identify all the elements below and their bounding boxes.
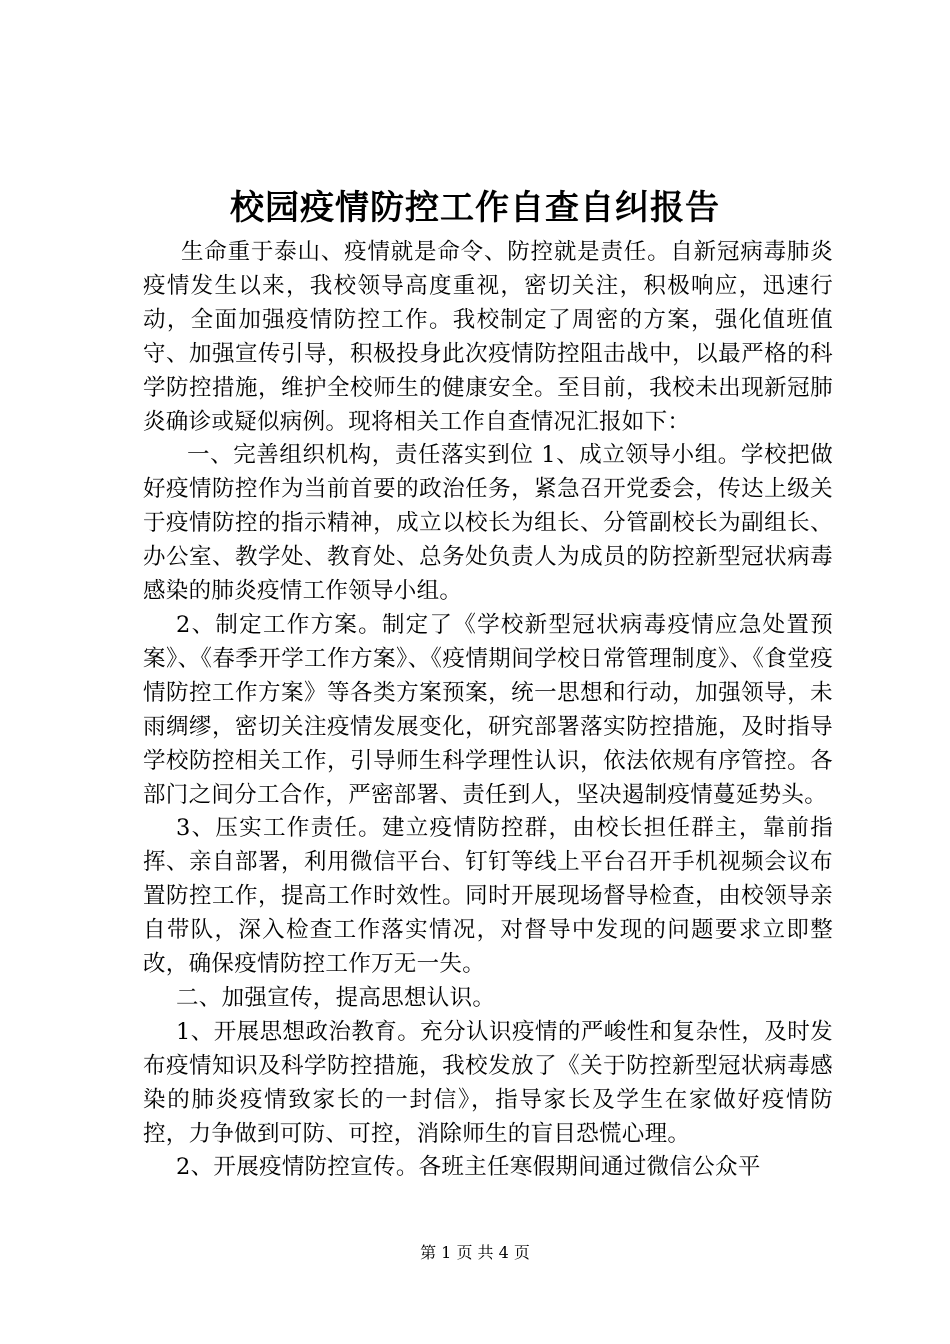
document-title: 校园疫情防控工作自查自纠报告 xyxy=(230,188,720,228)
paragraph-intro: 生命重于泰山、疫情就是命令、防控就是责任。自新冠病毒肺炎疫情发生以来，我校领导高度重视，密切关注，积极响应，迅速行动，全面加强疫情防控工作。我校制定了周密的方案，强化值班值守、加强宣传引导，积极投身此次疫情防控阻击战中，以最严格的科学防控措施，维护全校师生的健康安全。至目前，我校未出现新冠肺炎确诊或疑似病例。现将相关工作自查情况汇报如下： xyxy=(143,239,833,435)
page-footer: 第 1 页 共 4 页 xyxy=(420,1243,530,1262)
paragraph-section-1-2: 2、制定工作方案。制定了《学校新型冠状病毒疫情应急处置预案》、《春季开学工作方案》、《疫情期间学校日常管理制度》、《食堂疫情防控工作方案》等各类方案预案，统一思想和行动，加强领导，未雨绸缪，密切关注疫情发展变化，研究部署落实防控措施，及时指导学校防控相关工作，引导师生科学理性认识，依法依规有序管控。各部门之间分工合作，严密部署、责任到人，坚决遏制疫情蔓延势头。 xyxy=(143,611,833,808)
paragraph-section-2-heading: 二、加强宣传，提高思想认识。 xyxy=(176,984,496,1011)
paragraph-section-1: 一、完善组织机构，责任落实到位 1、成立领导小组。学校把做好疫情防控作为当前首要的政治任务，紧急召开党委会，传达上级关于疫情防控的指示精神，成立以校长为组长、分管副校长为副组长、办公室、教学处、教育处、总务处负责人为成员的防控新型冠状病毒感染的肺炎疫情工作领导小组。 xyxy=(143,442,833,605)
paragraph-section-2-1: 1、开展思想政治教育。充分认识疫情的严峻性和复杂性，及时发布疫情知识及科学防控措施，我校发放了《关于防控新型冠状病毒感染的肺炎疫情致家长的一封信》，指导家长及学生在家做好疫情防控，力争做到可防、可控，消除师生的盲目恐慌心理。 xyxy=(143,1018,833,1147)
document-body xyxy=(143,236,833,1185)
paragraph-section-1-3: 3、压实工作责任。建立疫情防控群，由校长担任群主，靠前指挥、亲自部署，利用微信平台、钉钉等线上平台召开手机视频会议布置防控工作，提高工作时效性。同时开展现场督导检查，由校领导亲自带队，深入检查工作落实情况，对督导中发现的问题要求立即整改，确保疫情防控工作万无一失。 xyxy=(143,815,833,978)
paragraph-section-2-2: 2、开展疫情防控宣传。各班主任寒假期间通过微信公众平 xyxy=(176,1154,761,1181)
